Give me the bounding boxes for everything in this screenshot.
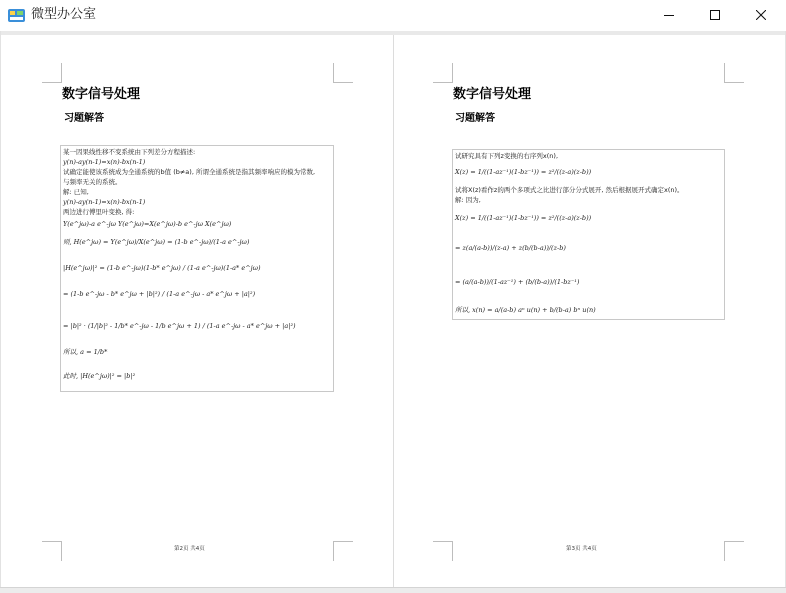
- text-line: 两边进行傅里叶变换, 得:: [63, 208, 135, 216]
- minimize-icon: [664, 10, 674, 20]
- equation: = (1-b e^-jω - b* e^jω + |b|²) / (1-a e^-jω - a* e^jω + |a|²): [63, 290, 256, 298]
- text-line: 试将X(z)看作z的两个多项式之比进行部分分式展开, 然后根据展开式确定x(n)。: [455, 186, 684, 194]
- margin-mark: [333, 63, 353, 83]
- document-page-2: [2, 35, 393, 587]
- equation: = |b|² · (1/|b|² - 1/b* e^-jω - 1/b e^jω + 1) / (1-a e^-jω - a* e^jω + |a|²): [63, 322, 296, 330]
- equation: Y(e^jω)-a e^-jω Y(e^jω)=X(e^jω)-b e^-jω X(e^jω): [63, 220, 232, 228]
- status-bar: [0, 587, 786, 593]
- equation: X(z) = 1/((1-az⁻¹)(1-bz⁻¹)) = z²/((z-a)(z-b)): [455, 168, 592, 176]
- margin-mark: [724, 63, 744, 83]
- equation: |H(e^jω)|² = (1-b e^-jω)(1-b* e^jω) / (1-a e^-jω)(1-a* e^jω): [63, 264, 261, 272]
- page-subtitle: 习题解答: [64, 113, 104, 124]
- equation: = z(a/(a-b))/(z-a) + z(b/(b-a))/(z-b): [455, 244, 566, 252]
- minimize-button[interactable]: [646, 0, 692, 31]
- page-title: 数字信号处理: [453, 87, 532, 102]
- content-area: [452, 149, 725, 320]
- equation: X(z) = 1/((1-az⁻¹)(1-bz⁻¹)) = z²/((z-a)(z-b)): [455, 214, 592, 222]
- close-icon: [756, 10, 766, 20]
- margin-mark: [333, 541, 353, 561]
- text-line: y(n)-ay(n-1)=x(n)-bx(n-1): [63, 158, 146, 166]
- margin-mark: [433, 63, 453, 83]
- maximize-icon: [710, 10, 720, 20]
- text-line: 某一因果线性移不变系统由下列差分方程描述:: [63, 148, 196, 156]
- title-bar: [0, 0, 786, 31]
- margin-mark: [724, 541, 744, 561]
- equation: = (a/(a-b))/(1-az⁻¹) + (b/(b-a))/(1-bz⁻¹): [455, 278, 580, 286]
- text-line: 解: 已知,: [63, 188, 89, 196]
- text-line: y(n)-ay(n-1)=x(n)-bx(n-1): [63, 198, 146, 206]
- close-button[interactable]: [738, 0, 784, 31]
- page-number: 第3页 共4页: [566, 546, 597, 552]
- page-subtitle: 习题解答: [455, 113, 495, 124]
- page-number: 第2页 共4页: [174, 546, 205, 552]
- text-line: 试研究具有下列z变换的右序列x(n),: [455, 152, 559, 160]
- app-icon: [8, 7, 25, 24]
- text-line: 与频率无关的系统。: [63, 178, 122, 186]
- maximize-button[interactable]: [692, 0, 738, 31]
- equation: 此时, |H(e^jω)|² = |b|²: [63, 372, 136, 380]
- text-line: 试确定能使该系统成为全通系统的b值 (b≠a), 所谓全通系统是指其频率响应的模为常数,: [63, 168, 316, 176]
- equation: 所以, x(n) = a/(a-b) aⁿ u(n) + b/(b-a) bⁿ u(n): [455, 306, 596, 314]
- equation: 则, H(e^jω) = Y(e^jω)/X(e^jω) = (1-b e^-jω)/(1-a e^-jω): [63, 238, 250, 246]
- text-line: 解: 因为,: [455, 196, 481, 204]
- margin-mark: [433, 541, 453, 561]
- document-page-3: [394, 35, 784, 587]
- equation: 所以, a = 1/b*: [63, 348, 108, 356]
- content-area: [60, 145, 334, 392]
- page-title: 数字信号处理: [62, 87, 141, 102]
- margin-mark: [42, 541, 62, 561]
- margin-mark: [42, 63, 62, 83]
- window-title: 微型办公室: [31, 7, 97, 22]
